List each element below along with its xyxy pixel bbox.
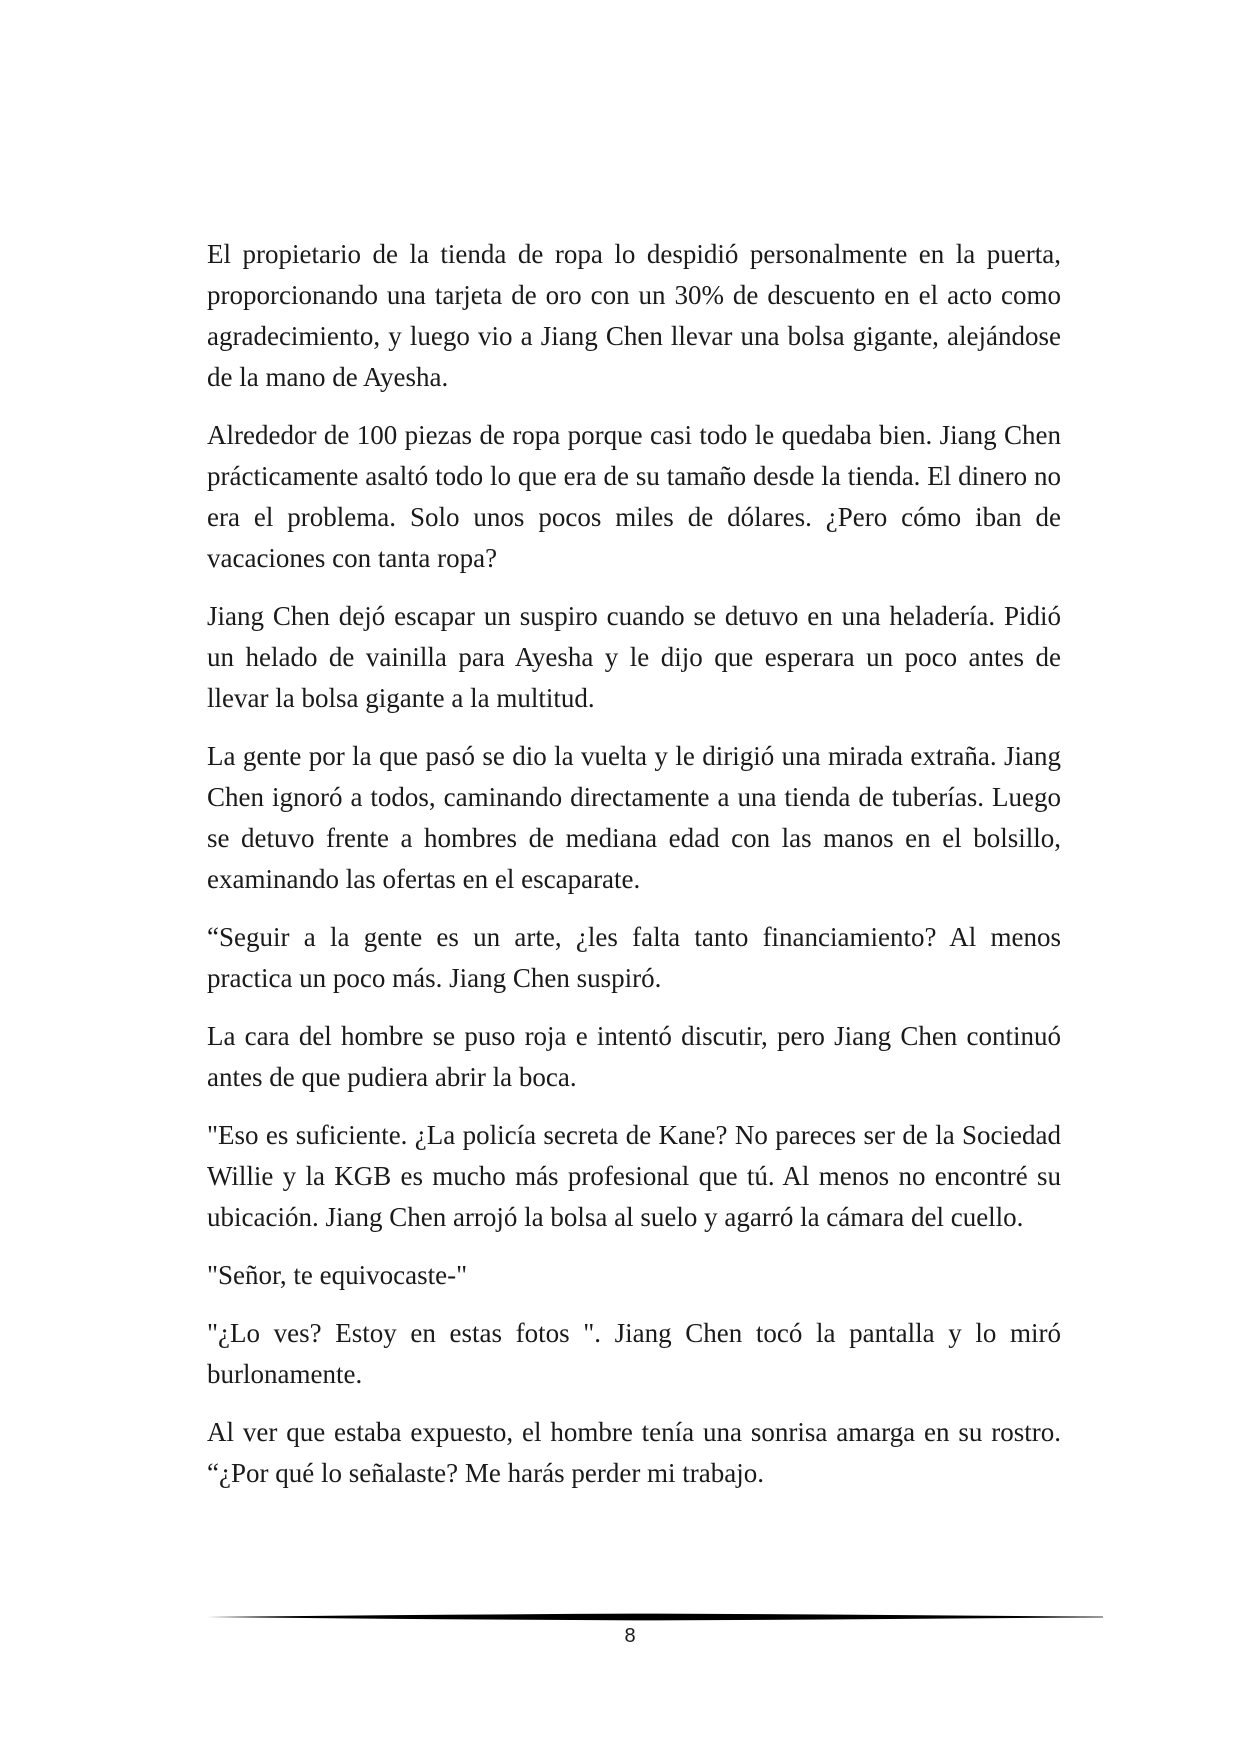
footer-rule	[207, 1612, 1103, 1622]
body-text	[207, 234, 1061, 1511]
paragraph: La cara del hombre se puso roja e intentó discutir, pero Jiang Chen continuó antes de que pudiera abrir la boca.	[207, 1021, 1061, 1092]
paragraph: "¿Lo ves? Estoy en estas fotos ". Jiang Chen tocó la pantalla y lo miró burlonamente.	[207, 1318, 1061, 1389]
paragraph: "Señor, te equivocaste-"	[207, 1260, 468, 1290]
paragraph: “Seguir a la gente es un arte, ¿les falta tanto financiamiento? Al menos practica un poco más. Jiang Chen suspiró.	[207, 922, 1061, 993]
paragraph: "Eso es suficiente. ¿La policía secreta de Kane? No pareces ser de la Sociedad Willie y la KGB es mucho más profesional que tú. Al menos no encontré su ubicación. Jiang Chen arrojó la bolsa al suelo y agarró la cámara del cuello.	[207, 1120, 1061, 1232]
paragraph: Jiang Chen dejó escapar un suspiro cuando se detuvo en una heladería. Pidió un helado de vainilla para Ayesha y le dijo que esperara un poco antes de llevar la bolsa gigante a la multitud.	[207, 601, 1061, 713]
page-number: 8	[624, 1625, 636, 1647]
paragraph: El propietario de la tienda de ropa lo despidió personalmente en la puerta, proporcionando una tarjeta de oro con un 30% de descuento en el acto como agradecimiento, y luego vio a Jiang Chen llevar una bolsa gigante, alejándose de la mano de Ayesha.	[207, 239, 1061, 392]
paragraph: Al ver que estaba expuesto, el hombre tenía una sonrisa amarga en su rostro. “¿Por qué lo señalaste? Me harás perder mi trabajo.	[207, 1417, 1061, 1488]
paragraph: Alrededor de 100 piezas de ropa porque casi todo le quedaba bien. Jiang Chen prácticamente asaltó todo lo que era de su tamaño desde la tienda. El dinero no era el problema. Solo unos pocos miles de dólares. ¿Pero cómo iban de vacaciones con tanta ropa?	[207, 420, 1061, 573]
paragraph: La gente por la que pasó se dio la vuelta y le dirigió una mirada extraña. Jiang Chen ignoró a todos, caminando directamente a una tienda de tuberías. Luego se detuvo frente a hombres de mediana edad con las manos en el bolsillo, examinando las ofertas en el escaparate.	[207, 741, 1061, 894]
